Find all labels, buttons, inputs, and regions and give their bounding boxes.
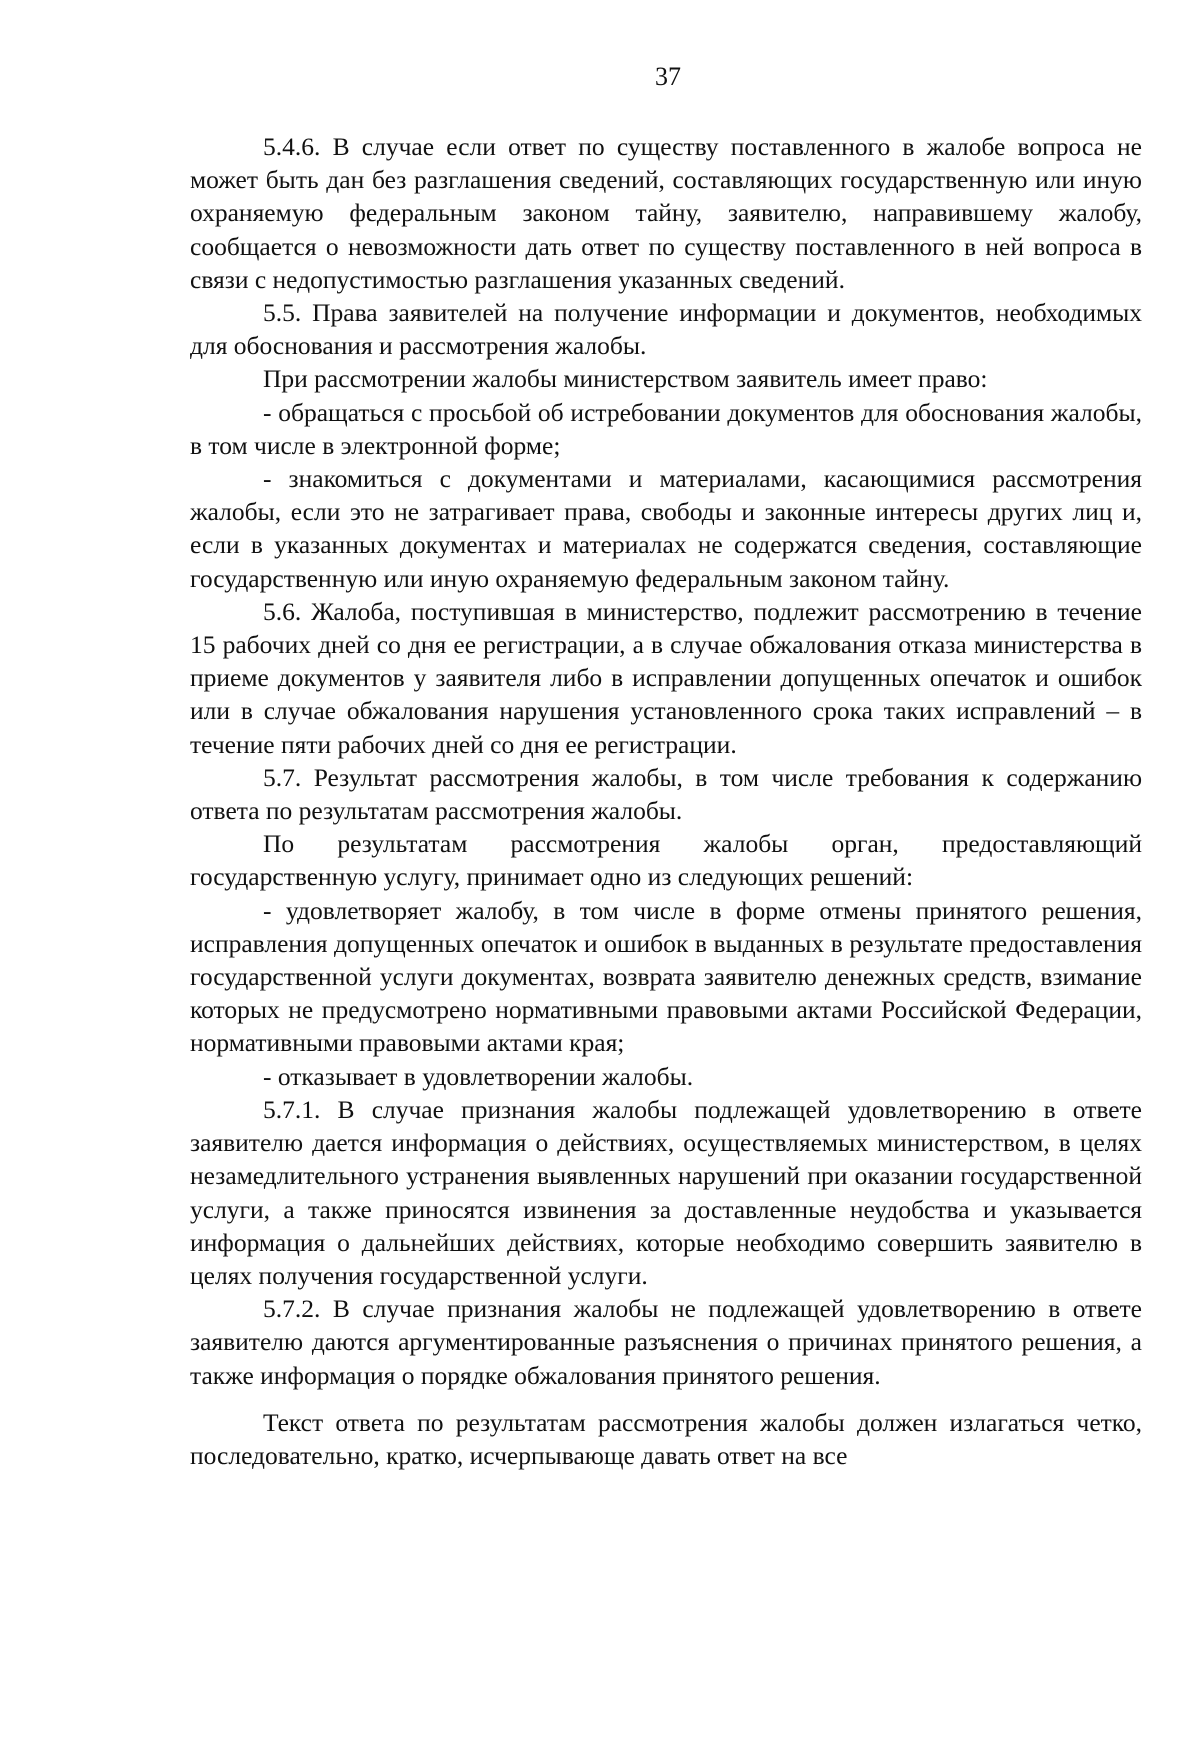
paragraph-5-5-heading: 5.5. Права заявителей на получение информации и документов, необходимых для обоснования и рассмотрения жалобы.: [190, 298, 1142, 361]
paragraph-5-6: 5.6. Жалоба, поступившая в министерство, подлежит рассмотрению в течение 15 рабочих дней со дня ее регистрации, а в случае обжалования отказа министерства в приеме документов у заявителя либо в исправлении допущенных опечаток и ошибок или в случае обжалования нарушения установленного срока таких исправлений – в течение пяти рабочих дней со дня ее регистрации.: [190, 596, 1142, 759]
paragraph-5-7-heading: 5.7. Результат рассмотрения жалобы, в том числе требования к содержанию ответа по результатам рассмотрения жалобы.: [190, 762, 1142, 826]
paragraph-response-text: Текст ответа по результатам рассмотрения жалобы должен излагаться четко, последовательно, кратко, исчерпывающе давать ответ на все: [190, 1407, 1142, 1470]
paragraph-5-7-2: 5.7.2. В случае признания жалобы не подлежащей удовлетворению в ответе заявителю даются аргументированные разъяснения о причинах принятого решения, а также информация о порядке обжалования принятого решения.: [190, 1294, 1142, 1390]
list-item-reject-complaint: - отказывает в удовлетворении жалобы.: [263, 1061, 694, 1091]
paragraph-decisions-intro: По результатам рассмотрения жалобы орган, предоставляющий государственную услугу, принимает одно из следующих решений:: [190, 829, 1142, 892]
paragraph-rights-intro: При рассмотрении жалобы министерством заявитель имеет право:: [263, 364, 988, 394]
paragraph-5-7-1: 5.7.1. В случае признания жалобы подлежащей удовлетворению в ответе заявителю дается информация о действиях, осуществляемых министерством, в целях незамедлительного устранения выявленных нарушений при оказании государственной услуги, а также приносятся извинения за доставленные неудобства и указывается информация о дальнейших действиях, которые необходимо совершить заявителю в целях получения государственной услуги.: [190, 1094, 1142, 1290]
document-body: [190, 130, 1142, 1472]
list-item-review-documents: - знакомиться с документами и материалами, касающимися рассмотрения жалобы, если это не затрагивает права, свободы и законные интересы других лиц и, если в указанных документах и материалах не содержатся сведения, составляющие государственную или иную охраняемую федеральным законом тайну.: [190, 464, 1142, 593]
page-number: 37: [655, 62, 681, 91]
list-item-request-documents: - обращаться с просьбой об истребовании документов для обоснования жалобы, в том числе в электронной форме;: [190, 397, 1142, 460]
list-item-satisfy-complaint: - удовлетворяет жалобу, в том числе в форме отмены принятого решения, исправления допущенных опечаток и ошибок в выданных в результате предоставления государственной услуги документах, возврата заявителю денежных средств, взимание которых не предусмотрено нормативными правовыми актами Российской Федерации, нормативными правовыми актами края;: [190, 895, 1142, 1058]
paragraph-5-4-6: 5.4.6. В случае если ответ по существу поставленного в жалобе вопроса не может быть дан без разглашения сведений, составляющих государственную или иную охраняемую федеральным законом тайну, заявителю, направившему жалобу, сообщается о невозможности дать ответ по существу поставленного в ней вопроса в связи с недопустимостью разглашения указанных сведений.: [190, 132, 1142, 294]
